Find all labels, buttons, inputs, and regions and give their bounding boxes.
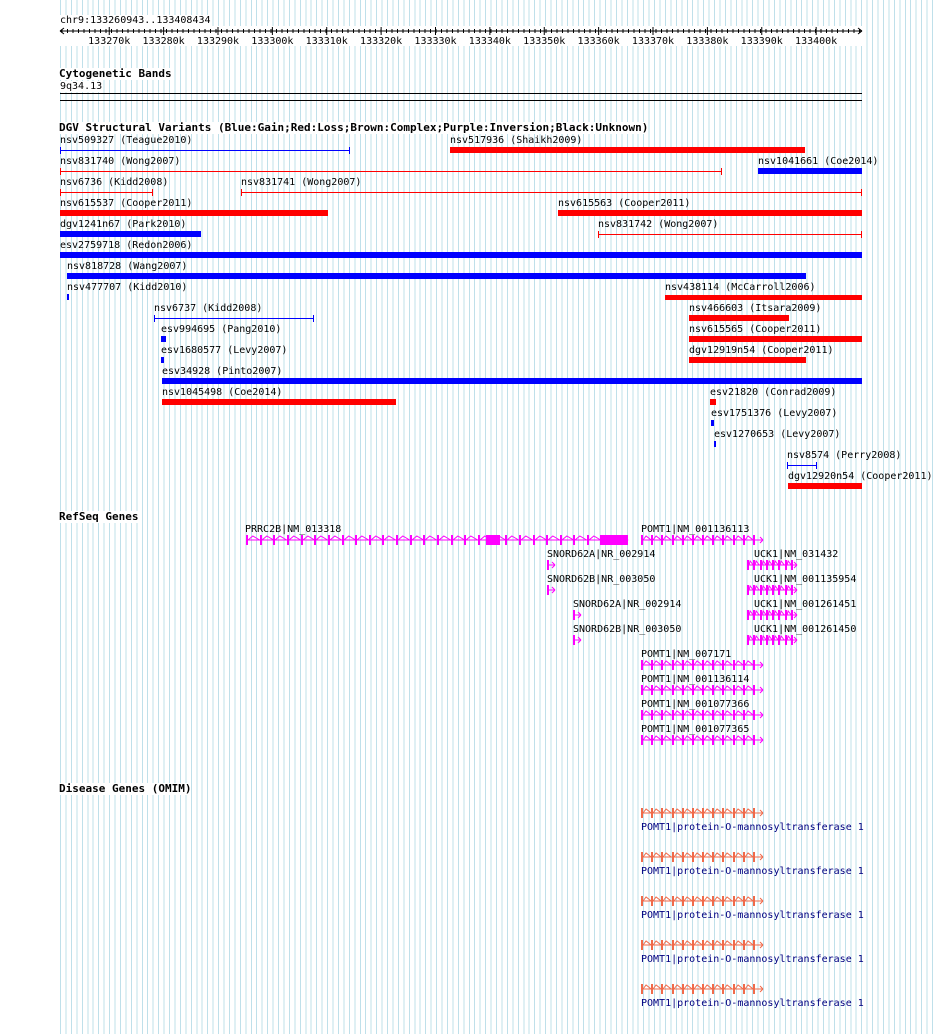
variant-label[interactable]: esv21820 (Conrad2009): [710, 387, 837, 398]
variant-end-tick: [60, 168, 61, 175]
omim-gene-model[interactable]: [641, 851, 769, 863]
ruler-tick-label: 133350k: [523, 36, 566, 47]
variant-end-tick: [721, 168, 722, 175]
omim-track-title: Disease Genes (OMIM): [59, 782, 192, 795]
omim-gene-label[interactable]: POMT1|protein-O-mannosyltransferase 1: [641, 954, 864, 965]
variant-label[interactable]: nsv8574 (Perry2008): [787, 450, 902, 461]
variant-bar[interactable]: [67, 273, 806, 279]
variant-end-tick: [154, 315, 155, 322]
variant-bar[interactable]: [711, 420, 714, 426]
variant-bar[interactable]: [162, 378, 862, 384]
gene-label[interactable]: SNORD62B|NR_003050: [573, 624, 682, 635]
ruler-tick-label: 133280k: [142, 36, 185, 47]
gene-model[interactable]: [641, 709, 769, 721]
variant-label[interactable]: nsv477707 (Kidd2010): [67, 282, 188, 293]
cytoband-divider-top: [60, 93, 862, 94]
variant-label[interactable]: nsv831740 (Wong2007): [60, 156, 181, 167]
ruler-tick-label: 133340k: [468, 36, 511, 47]
variant-bar[interactable]: [60, 231, 201, 237]
variant-bar[interactable]: [161, 336, 166, 342]
gene-model[interactable]: [747, 634, 803, 646]
gene-label[interactable]: UCK1|NM_001261450: [754, 624, 857, 635]
variant-end-tick: [787, 462, 788, 469]
variant-bar[interactable]: [787, 465, 817, 466]
variant-label[interactable]: esv994695 (Pang2010): [161, 324, 282, 335]
variant-end-tick: [60, 189, 61, 196]
variant-label[interactable]: esv34928 (Pinto2007): [162, 366, 283, 377]
variant-label[interactable]: nsv6736 (Kidd2008): [60, 177, 169, 188]
ruler-tick-label: 133370k: [631, 36, 675, 47]
gene-model[interactable]: [641, 734, 769, 746]
gene-model[interactable]: [747, 559, 803, 571]
variant-label[interactable]: esv1270653 (Levy2007): [714, 429, 841, 440]
gene-model[interactable]: [747, 609, 803, 621]
variant-end-tick: [152, 189, 153, 196]
variant-bar[interactable]: [60, 150, 350, 151]
variant-label[interactable]: dgv12919n54 (Cooper2011): [689, 345, 834, 356]
gene-model[interactable]: [747, 584, 803, 596]
variant-label[interactable]: dgv12920n54 (Cooper2011): [788, 471, 933, 482]
variant-label[interactable]: nsv615537 (Cooper2011): [60, 198, 193, 209]
variant-label[interactable]: nsv6737 (Kidd2008): [154, 303, 263, 314]
variant-bar[interactable]: [162, 399, 396, 405]
variant-label[interactable]: nsv466603 (Itsara2009): [689, 303, 822, 314]
variant-bar[interactable]: [161, 357, 164, 363]
variant-bar[interactable]: [714, 441, 716, 447]
variant-bar[interactable]: [598, 234, 862, 235]
omim-gene-model[interactable]: [641, 895, 769, 907]
variant-end-tick: [861, 189, 862, 196]
gene-label[interactable]: SNORD62B|NR_003050: [547, 574, 656, 585]
variant-bar[interactable]: [67, 294, 69, 300]
gene-model[interactable]: [547, 559, 561, 571]
refseq-track-title: RefSeq Genes: [59, 510, 139, 523]
variant-end-tick: [816, 462, 817, 469]
gene-model[interactable]: [246, 534, 634, 546]
variant-label[interactable]: esv1680577 (Levy2007): [161, 345, 288, 356]
variant-label[interactable]: esv2759718 (Redon2006): [60, 240, 193, 251]
variant-end-tick: [349, 147, 350, 154]
gene-model[interactable]: [547, 584, 561, 596]
variant-bar[interactable]: [154, 318, 314, 319]
variant-bar[interactable]: [758, 168, 862, 174]
gene-model[interactable]: [641, 659, 769, 671]
variant-bar[interactable]: [60, 252, 862, 258]
omim-gene-model[interactable]: [641, 983, 769, 995]
ruler-tick-label: 133320k: [360, 36, 403, 47]
variant-bar[interactable]: [788, 483, 862, 489]
variant-label[interactable]: nsv831741 (Wong2007): [241, 177, 362, 188]
gene-label[interactable]: UCK1|NM_001261451: [754, 599, 857, 610]
omim-gene-model[interactable]: [641, 807, 769, 819]
gene-exon-block: [600, 535, 628, 545]
variant-bar[interactable]: [241, 192, 862, 193]
variant-label[interactable]: nsv818728 (Wang2007): [67, 261, 188, 272]
variant-end-tick: [598, 231, 599, 238]
ruler-tick-label: 133270k: [88, 36, 131, 47]
variant-bar[interactable]: [710, 399, 716, 405]
variant-label[interactable]: nsv1045498 (Coe2014): [162, 387, 283, 398]
coordinate-ruler: [60, 26, 862, 46]
gene-model[interactable]: [641, 534, 769, 546]
dgv-track-title: DGV Structural Variants (Blue:Gain;Red:Loss;Brown:Complex;Purple:Inversion;Black:Unknown): [59, 121, 649, 134]
variant-label[interactable]: nsv615563 (Cooper2011): [558, 198, 691, 209]
gene-label[interactable]: SNORD62A|NR_002914: [547, 549, 656, 560]
omim-gene-label[interactable]: POMT1|protein-O-mannosyltransferase 1: [641, 866, 864, 877]
variant-label[interactable]: esv1751376 (Levy2007): [711, 408, 838, 419]
gene-label[interactable]: POMT1|NM_007171: [641, 649, 732, 660]
omim-gene-label[interactable]: POMT1|protein-O-mannosyltransferase 1: [641, 822, 864, 833]
variant-label[interactable]: nsv517936 (Shaikh2009): [450, 135, 583, 146]
variant-label[interactable]: nsv615565 (Cooper2011): [689, 324, 822, 335]
variant-label[interactable]: nsv438114 (McCarroll2006): [665, 282, 816, 293]
ruler-tick-label: 133290k: [196, 36, 240, 47]
gene-label[interactable]: UCK1|NM_001135954: [754, 574, 857, 585]
ruler-tick-label: 133390k: [740, 36, 783, 47]
ruler-tick-label: 133400k: [795, 36, 838, 47]
gene-model[interactable]: [641, 684, 769, 696]
variant-label[interactable]: dgv1241n67 (Park2010): [60, 219, 187, 230]
gene-model[interactable]: [573, 634, 587, 646]
variant-label[interactable]: nsv1041661 (Coe2014): [758, 156, 879, 167]
genomic-position: chr9:133260943..133408434: [60, 15, 211, 26]
variant-bar[interactable]: [450, 147, 805, 153]
gene-label[interactable]: POMT1|NM_001136113: [641, 524, 750, 535]
omim-gene-label[interactable]: POMT1|protein-O-mannosyltransferase 1: [641, 998, 864, 1009]
gene-label[interactable]: POMT1|NM_001077366: [641, 699, 750, 710]
variant-end-tick: [241, 189, 242, 196]
ruler-tick-label: 133380k: [686, 36, 729, 47]
ruler-tick-label: 133360k: [577, 36, 620, 47]
ruler-tick-label: 133310k: [305, 36, 348, 47]
gene-label[interactable]: POMT1|NM_001136114: [641, 674, 750, 685]
variant-bar[interactable]: [689, 336, 862, 342]
ruler-tick-label: 133300k: [251, 36, 294, 47]
gene-label[interactable]: UCK1|NM_031432: [754, 549, 839, 560]
gene-label[interactable]: SNORD62A|NR_002914: [573, 599, 682, 610]
ruler-tick-label: 133330k: [414, 36, 457, 47]
cytoband-divider-bottom: [60, 100, 862, 101]
gene-label[interactable]: PRRC2B|NM_013318: [245, 524, 342, 535]
variant-bar[interactable]: [689, 357, 806, 363]
variant-label[interactable]: nsv509327 (Teague2010): [60, 135, 193, 146]
variant-bar[interactable]: [689, 315, 789, 321]
variant-end-tick: [313, 315, 314, 322]
variant-end-tick: [861, 231, 862, 238]
gene-label[interactable]: POMT1|NM_001077365: [641, 724, 750, 735]
omim-gene-label[interactable]: POMT1|protein-O-mannosyltransferase 1: [641, 910, 864, 921]
cytoband-track-title: Cytogenetic Bands: [59, 67, 172, 80]
variant-end-tick: [60, 147, 61, 154]
variant-bar[interactable]: [60, 210, 328, 216]
gene-model[interactable]: [573, 609, 587, 621]
variant-label[interactable]: nsv831742 (Wong2007): [598, 219, 719, 230]
gene-exon-block: [486, 535, 500, 545]
variant-bar[interactable]: [60, 171, 722, 172]
cytoband-label: 9q34.13: [60, 81, 103, 92]
omim-gene-model[interactable]: [641, 939, 769, 951]
variant-bar[interactable]: [558, 210, 862, 216]
variant-bar[interactable]: [665, 295, 862, 300]
variant-bar[interactable]: [60, 192, 153, 193]
